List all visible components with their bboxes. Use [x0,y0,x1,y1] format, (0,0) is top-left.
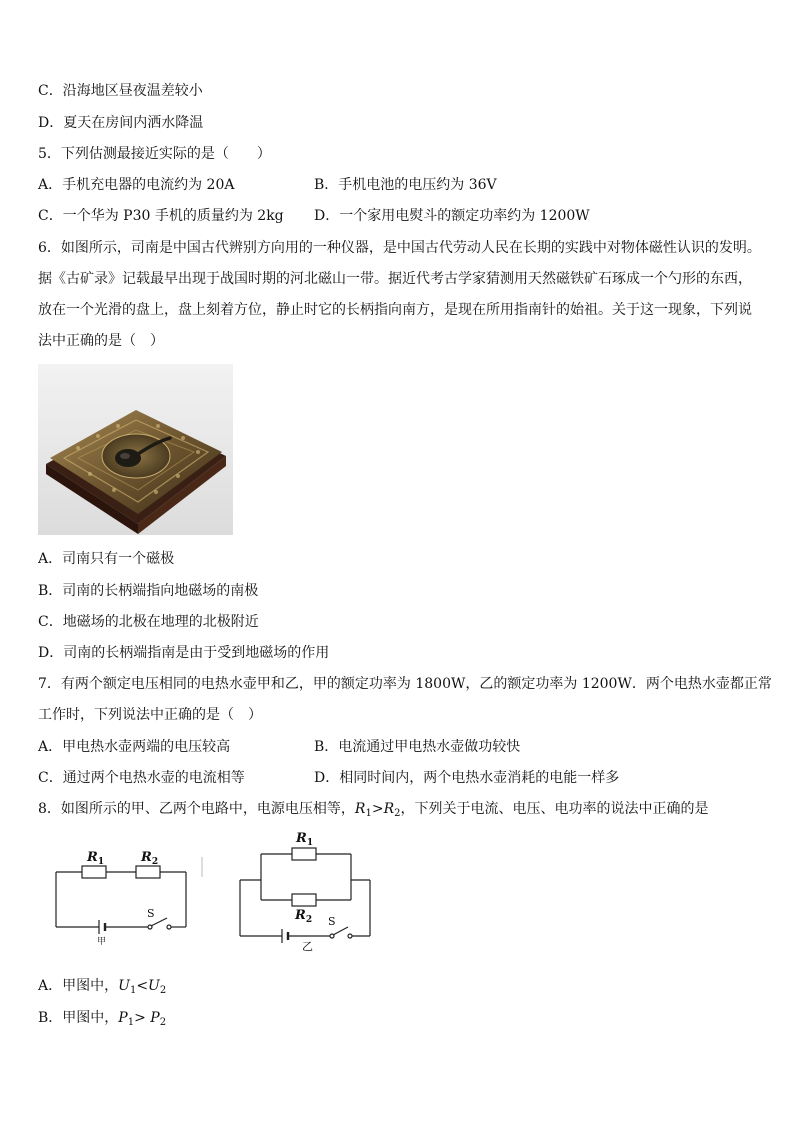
q6-option-a: A．司南只有一个磁极 [38,551,175,567]
q8-r1-sub: 1 [365,808,372,819]
q6-option-b: B．司南的长柄端指向地磁场的南极 [38,583,259,599]
jia-switch-label: S [147,907,155,920]
q8-option-b [38,1008,166,1028]
yi-r2-label: R [295,908,306,923]
q8-r2-sub: 2 [394,808,401,819]
q8-a-u2-sub: 2 [159,985,167,996]
q8-a-u2: U [148,978,160,994]
q8-b-p1: P [118,1010,128,1026]
yi-caption: 乙 [302,940,313,953]
svg-text:R2 [294,908,312,925]
q5-option-d: D．一个家用电熨斗的额定功率约为 1200W [314,208,590,224]
q6-stem-line-4: 法中正确的是（ ） [38,333,164,349]
q5-option-c: C．一个华为 P30 手机的质量约为 2kg [38,208,284,224]
circuit-jia-diagram [36,842,216,947]
q6-option-d: D．司南的长柄端指南是由于受到地磁场的作用 [38,645,330,661]
q8-a-u1-sub: 1 [129,985,137,996]
q7-option-d: D．相同时间内，两个电热水壶消耗的电能一样多 [314,770,620,786]
q7-option-c: C．通过两个电热水壶的电流相等 [38,770,245,786]
q8-b-p2-sub: 2 [159,1017,167,1028]
q7-option-b: B．电流通过甲电热水壶做功较快 [314,739,521,755]
jia-r2-label: R [141,850,152,865]
circuit-yi-diagram [236,826,386,954]
q6-stem-line-2: 据《古矿录》记载最早出现于战国时期的河北磁山一带。据近代考古学家猜测用天然磁铁矿石琢成一个勺形的东西， [38,271,752,287]
svg-text:R2 [140,850,158,867]
svg-text:R1 [295,831,313,848]
q5-option-a: A．手机充电器的电流约为 20A [38,177,235,193]
q7-stem-line-2: 工作时，下列说法中正确的是（ ） [38,707,262,723]
q6-stem-line-1: 6．如图所示，司南是中国古代辨别方向用的一种仪器，是中国古代劳动人民在长期的实践中对物体磁性认识的发明。 [38,240,761,256]
q6-option-c: C．地磁场的北极在地理的北极附近 [38,614,259,630]
q7-option-a: A．甲电热水壶两端的电压较高 [38,739,231,755]
yi-r1-sub: 1 [306,838,314,848]
q8-r1: R [354,801,366,817]
q8-b-p2: P [150,1010,160,1026]
svg-text:R1 [86,850,104,867]
q8-b-pre: B．甲图中， [38,1010,119,1026]
q8-option-a [38,976,166,996]
option-c-prev: C．沿海地区昼夜温差较小 [38,83,203,99]
q8-stem-pre: 8．如图所示的甲、乙两个电路中，电源电压相等， [38,801,355,817]
yi-switch-label: S [328,915,336,928]
q8-a-op: < [136,978,149,994]
jia-r1-label: R [87,850,98,865]
option-d-prev: D．夏天在房间内洒水降温 [38,115,204,131]
q6-stem-line-3: 放在一个光滑的盘上，盘上刻着方位，静止时它的长柄指向南方，是现在所用指南针的始祖。关于这一现象，下列说 [38,302,752,318]
q8-stem [38,799,708,819]
jia-caption: 甲 [97,937,107,947]
q8-a-pre: A．甲图中， [38,978,119,994]
q8-gt: > [371,801,384,817]
yi-r1-label: R [296,831,307,846]
q7-stem-line-1: 7．有两个额定电压相同的电热水壶甲和乙，甲的额定功率为 1800W，乙的额定功率为 1200W．两个电热水壶都正常 [38,676,772,692]
jia-r2-sub: 2 [151,857,159,867]
q8-r2: R [383,801,395,817]
q8-a-u1: U [118,978,130,994]
yi-r2-sub: 2 [305,915,313,925]
q8-b-op: > [134,1010,151,1026]
q8-b-p1-sub: 1 [127,1017,135,1028]
jia-r1-sub: 1 [97,857,105,867]
sinan-compass-photo [38,364,233,535]
q5-stem: 5．下列估测最接近实际的是（ ） [38,146,271,162]
q5-option-b: B．手机电池的电压约为 36V [314,177,497,193]
q8-stem-post: ，下列关于电流、电压、电功率的说法中正确的是 [400,801,709,817]
